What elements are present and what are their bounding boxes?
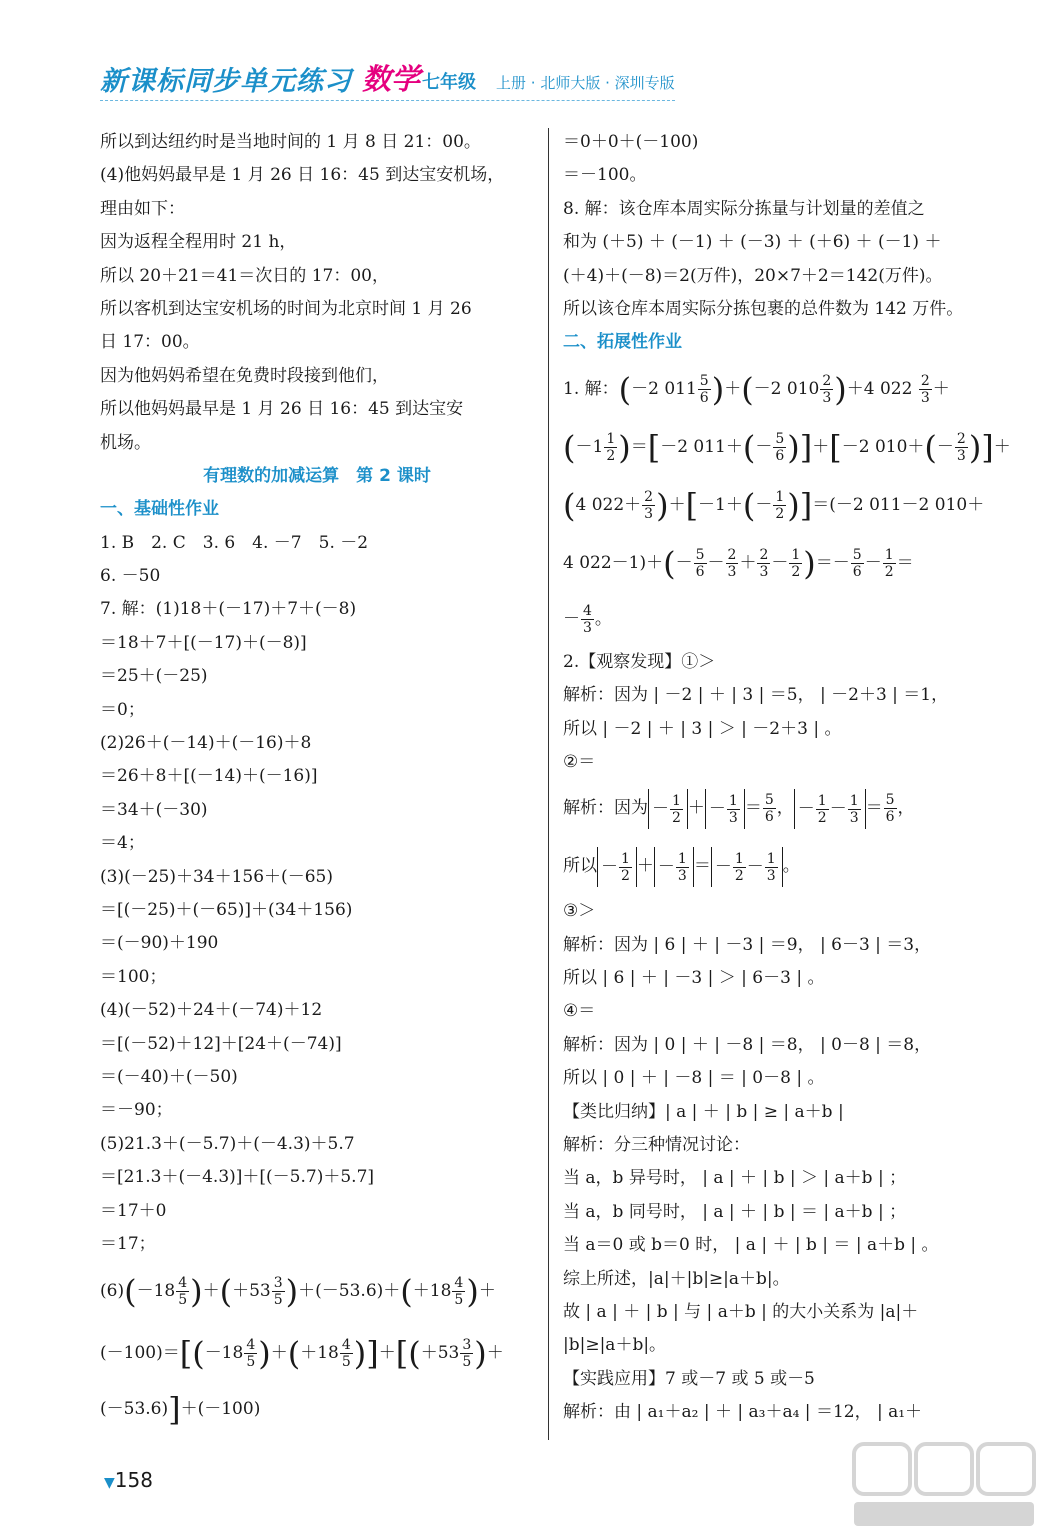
formula-line: 解析：因为 － $\frac{1}{2}$ ＋ － $\frac{1}{3}$ ＝ $\frac{5}{6}$ ， － $\frac{1}{2}$ － $\frac{1}{3}$ ＝ $\frac{5}{6}$ ， bbox=[563, 779, 997, 837]
solution-line: 当 a，b 同号时， | a | ＋ | b | ＝ | a＋b | ； bbox=[563, 1201, 907, 1222]
book-header bbox=[100, 58, 680, 98]
solution-line: 【实践应用】7 或－7 或 5 或－5 bbox=[563, 1368, 815, 1389]
right-column bbox=[563, 126, 1011, 1430]
header-divider bbox=[100, 100, 675, 101]
solution-line: ＝17＋0 bbox=[100, 1200, 167, 1221]
solution-line: (4)(－52)＋24＋(－74)＋12 bbox=[100, 1000, 323, 1021]
grade-label: 七年级 bbox=[422, 72, 477, 93]
solution-line: 8. 解：该仓库本周实际分拣量与计划量的差值之 bbox=[563, 198, 925, 219]
solution-line: ＝0＋0＋(－100) bbox=[563, 132, 699, 152]
text-line: 所以客机到达宝安机场的时间为北京时间 1 月 26 bbox=[100, 298, 472, 319]
solution-line: ＝34＋(－30) bbox=[100, 799, 208, 820]
solution-line: ＝100； bbox=[100, 966, 167, 987]
left-column bbox=[100, 126, 534, 1433]
solution-line: (2)26＋(－14)＋(－16)＋8 bbox=[100, 733, 312, 754]
formula-line: (－1 $\frac{1}{2}$ )＝[－2 011＋(－ $\frac{5}{6}$ )]＋[－2 010＋(－ $\frac{2}{3}$ )]＋ bbox=[563, 428, 1011, 467]
solution-line: 所以该仓库本周实际分拣包裹的总件数为 142 万件。 bbox=[563, 298, 964, 319]
solution-line: 解析：因为 | 0 | ＋ | －8 | ＝8， | 0－8 | ＝8， bbox=[563, 1034, 932, 1055]
solution-line: ②＝ bbox=[563, 751, 596, 772]
lesson-title: 有理数的加减运算 第 2 课时 bbox=[203, 465, 431, 486]
arrow-icon: ▼ bbox=[104, 1475, 115, 1491]
solution-line: 解析：分三种情况讨论： bbox=[563, 1135, 750, 1156]
formula-line: 4 022－1)＋(－ $\frac{5}{6}$ － $\frac{2}{3}$ ＋ $\frac{2}{3}$ － $\frac{1}{2}$ )＝－ $\frac{5}{6}$ － $\frac{1}{2}$ ＝ bbox=[563, 544, 914, 583]
solution-line: (＋4)＋(－8)＝2(万件)，20×7＋2＝142(万件)。 bbox=[563, 265, 943, 286]
solution-line: 2.【观察发现】①＞ bbox=[563, 651, 716, 672]
formula-line: (－100)＝[(－18 $\frac{4}{5}$ )＋(＋18 $\frac{4}{5}$ )]＋[(＋53 $\frac{3}{5}$ )＋ bbox=[100, 1334, 504, 1373]
solution-line: ＝[(－25)＋(－65)]＋(34＋156) bbox=[100, 899, 353, 920]
answer-line: 1. B 2. C 3. 6 4. －7 5. －2 bbox=[100, 532, 369, 553]
section-heading: 一、基础性作业 bbox=[100, 499, 219, 520]
edition-label: 上册 · 北师大版 · 深圳专版 bbox=[496, 74, 675, 92]
formula-line: (－53.6)]＋(－100) bbox=[100, 1390, 261, 1429]
text-line: 所以到达纽约时是当地时间的 1 月 8 日 21：00。 bbox=[100, 132, 481, 152]
formula-line: － $\frac{4}{3}$ 。 bbox=[563, 602, 612, 636]
solution-line: 当 a，b 异号时， | a | ＋ | b | ＞ | a＋b | ； bbox=[563, 1168, 907, 1189]
solution-line: ＝－100。 bbox=[563, 165, 647, 186]
solution-line: ＝25＋(－25) bbox=[100, 666, 208, 687]
text-line: 日 17：00。 bbox=[100, 332, 200, 353]
solution-line: 故 | a | ＋ | b | 与 | a＋b | 的大小关系为 |a|＋ bbox=[563, 1301, 919, 1322]
solution-line: (5)21.3＋(－5.7)＋(－4.3)＋5.7 bbox=[100, 1133, 355, 1154]
text-line: 因为返程全程用时 21 h， bbox=[100, 232, 297, 253]
solution-line: 7. 解：(1)18＋(－17)＋7＋(－8) bbox=[100, 599, 357, 620]
formula-line: (4 022＋ $\frac{2}{3}$ )＋[－1＋(－ $\frac{1}{2}$ )]＝(－2 011－2 010＋ bbox=[563, 486, 985, 525]
text-line: 所以 20＋21＝41＝次日的 17：00， bbox=[100, 265, 389, 286]
solution-line: ＝0； bbox=[100, 699, 145, 720]
column-divider bbox=[548, 128, 549, 1440]
solution-line: 当 a＝0 或 b＝0 时， | a | ＋ | b | ＝ | a＋b | 。 bbox=[563, 1235, 939, 1256]
solution-line: ＝18＋7＋[(－17)＋(－8)] bbox=[100, 632, 307, 653]
text-line: 机场。 bbox=[100, 432, 151, 453]
formula-line: 1. 解：(－2 011 $\frac{5}{6}$ )＋(－2 010 $\frac{2}{3}$ )＋4 022 $\frac{2}{3}$ ＋ bbox=[563, 370, 950, 409]
text-line: 因为他妈妈希望在免费时段接到他们， bbox=[100, 365, 389, 386]
book-title: 新课标同步单元练习 bbox=[100, 66, 352, 97]
solution-line: |b|≥|a＋b|。 bbox=[563, 1335, 667, 1356]
watermark-logo bbox=[850, 1440, 1040, 1530]
solution-line: 【类比归纳】| a | ＋ | b | ≥ | a＋b | bbox=[563, 1101, 844, 1122]
text-line: 理由如下： bbox=[100, 198, 185, 219]
solution-line: ＝[21.3＋(－4.3)]＋[(－5.7)＋5.7] bbox=[100, 1167, 375, 1188]
solution-line: 所以 | －2 | ＋ | 3 | ＞ | －2＋3 | 。 bbox=[563, 718, 842, 739]
solution-line: 解析：由 | a₁＋a₂ | ＋ | a₃＋a₄ | ＝12， | a₁＋ bbox=[563, 1402, 923, 1423]
solution-line: ＝4； bbox=[100, 833, 145, 854]
solution-line: ＝17； bbox=[100, 1233, 156, 1254]
page-number: ▼158 bbox=[104, 1468, 153, 1492]
formula-line: 所以 － $\frac{1}{2}$ ＋ － $\frac{1}{3}$ ＝ － $\frac{1}{2}$ － $\frac{1}{3}$ 。 bbox=[563, 837, 997, 895]
formula-line: (6)(－18 $\frac{4}{5}$ )＋(＋53 $\frac{3}{5}$ )＋(－53.6)＋(＋18 $\frac{4}{5}$ )＋ bbox=[100, 1272, 496, 1311]
text-line: (4)他妈妈最早是 1 月 26 日 16：45 到达宝安机场， bbox=[100, 165, 505, 186]
solution-line: 和为 (＋5) ＋ (－1) ＋ (－3) ＋ (＋6) ＋ (－1) ＋ bbox=[563, 232, 942, 253]
solution-line: ③＞ bbox=[563, 901, 596, 922]
solution-line: 所以 | 6 | ＋ | －3 | ＞ | 6－3 | 。 bbox=[563, 968, 825, 989]
solution-line: ＝[(－52)＋12]＋[24＋(－74)] bbox=[100, 1033, 342, 1054]
text-line: 所以他妈妈最早是 1 月 26 日 16：45 到达宝安 bbox=[100, 399, 464, 420]
section-heading: 二、拓展性作业 bbox=[563, 332, 682, 353]
solution-line: 综上所述，|a|＋|b|≥|a＋b|。 bbox=[563, 1268, 790, 1289]
solution-line: ＝(－40)＋(－50) bbox=[100, 1066, 238, 1087]
solution-line: ④＝ bbox=[563, 1001, 596, 1022]
solution-line: ＝－90； bbox=[100, 1100, 173, 1121]
solution-line: ＝(－90)＋190 bbox=[100, 933, 219, 954]
solution-line: 所以 | 0 | ＋ | －8 | ＝ | 0－8 | 。 bbox=[563, 1068, 825, 1089]
solution-line: 解析：因为 | －2 | ＋ | 3 | ＝5， | －2＋3 | ＝1， bbox=[563, 685, 949, 706]
solution-line: (3)(－25)＋34＋156＋(－65) bbox=[100, 866, 333, 887]
subject-label: 数学 bbox=[362, 62, 421, 96]
solution-line: ＝26＋8＋[(－14)＋(－16)] bbox=[100, 766, 318, 787]
answer-line: 6. －50 bbox=[100, 566, 161, 587]
solution-line: 解析：因为 | 6 | ＋ | －3 | ＝9， | 6－3 | ＝3， bbox=[563, 934, 932, 955]
